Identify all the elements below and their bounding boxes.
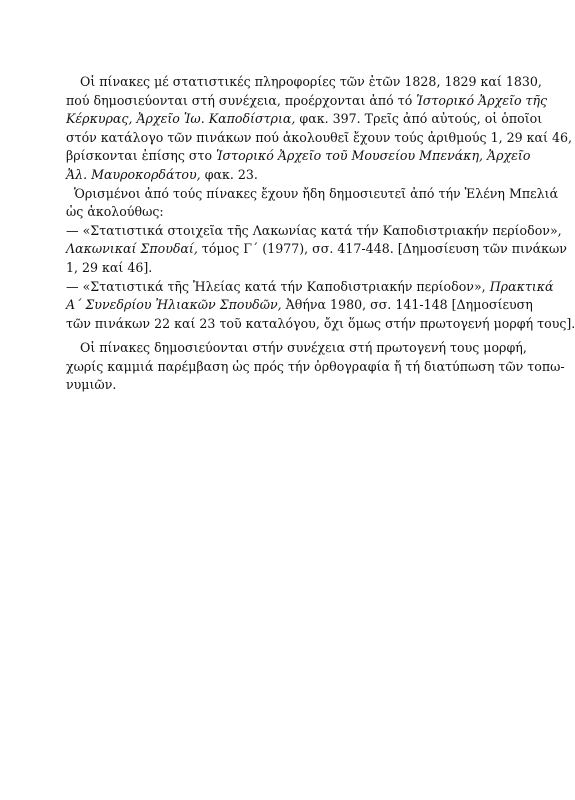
paragraph-line: βρίσκονται ἐπίσης στο Ἱστορικό Ἀρχεῖο τοῦ Μουσείου Μπενάκη, Ἀρχεῖο bbox=[66, 148, 531, 164]
paragraph-line: — «Στατιστικά τῆς Ἠλείας κατά τήν Καποδιστριακήν περίοδον», Πρακτικά bbox=[66, 278, 554, 294]
paragraph-sources bbox=[66, 73, 572, 185]
paragraph-line: νυμιῶν. bbox=[66, 377, 117, 393]
paragraph-line: χωρίς καμμιά παρέμβαση ὡς πρός τήν ὀρθογραφία ἤ τή διατύπωση τῶν τοπω- bbox=[66, 358, 565, 374]
publication-item-elis bbox=[66, 278, 575, 334]
paragraph-publication-note bbox=[66, 339, 565, 395]
paragraph-line: τῶν πινάκων 22 καί 23 τοῦ καταλόγου, ὄχι ὅμως στήν πρωτογενή μορφή τους]. bbox=[66, 315, 575, 331]
paragraph-line: Α΄ Συνεδρίου Ἠλιακῶν Σπουδῶν, Ἀθήνα 1980, σσ. 141-148 [Δημοσίευση bbox=[66, 297, 533, 313]
paragraph-line: ὡς ἀκολούθως: bbox=[66, 204, 164, 220]
paragraph-line: Κέρκυρας, Ἀρχεῖο Ἰω. Καποδίστρια, φακ. 397. Τρεῖς ἀπό αὐτούς, οἱ ὁποῖοι bbox=[66, 111, 543, 127]
intro-text-block bbox=[66, 73, 575, 333]
paragraph-line: — «Στατιστικά στοιχεῖα τῆς Λακωνίας κατά τήν Καποδιστριακήν περίοδον», bbox=[66, 222, 562, 238]
paragraph-prior-publications bbox=[66, 185, 559, 222]
paragraph-line: 1, 29 καί 46]. bbox=[66, 259, 153, 275]
paragraph-line: Οἱ πίνακες δημοσιεύονται στήν συνέχεια στή πρωτογενή τους μορφή, bbox=[80, 340, 527, 355]
paragraph-line: Ἀλ. Μαυροκορδάτου, φακ. 23. bbox=[66, 166, 258, 182]
publication-item-laconia bbox=[66, 222, 567, 278]
paragraph-line: Οἱ πίνακες μέ στατιστικές πληροφορίες τῶν ἐτῶν 1828, 1829 καί 1830, bbox=[80, 74, 542, 89]
paragraph-line: στόν κατάλογο τῶν πινάκων πού ἀκολουθεῖ ἔχουν τούς ἀριθμούς 1, 29 καί 46, bbox=[66, 129, 572, 145]
closing-text-block bbox=[66, 339, 565, 395]
paragraph-line: πού δημοσιεύονται στή συνέχεια, προέρχονται ἀπό τό Ἱστορικό Ἀρχεῖο τῆς bbox=[66, 92, 548, 108]
paragraph-line: Λακωνικαί Σπουδαί, τόμος Γ΄ (1977), σσ. 417-448. [Δημοσίευση τῶν πινάκων bbox=[66, 241, 567, 257]
paragraph-line: Ὁρισμένοι ἀπό τούς πίνακες ἔχουν ἤδη δημοσιευτεῖ ἀπό τήν Ἑλένη Μπελιά bbox=[74, 185, 559, 201]
